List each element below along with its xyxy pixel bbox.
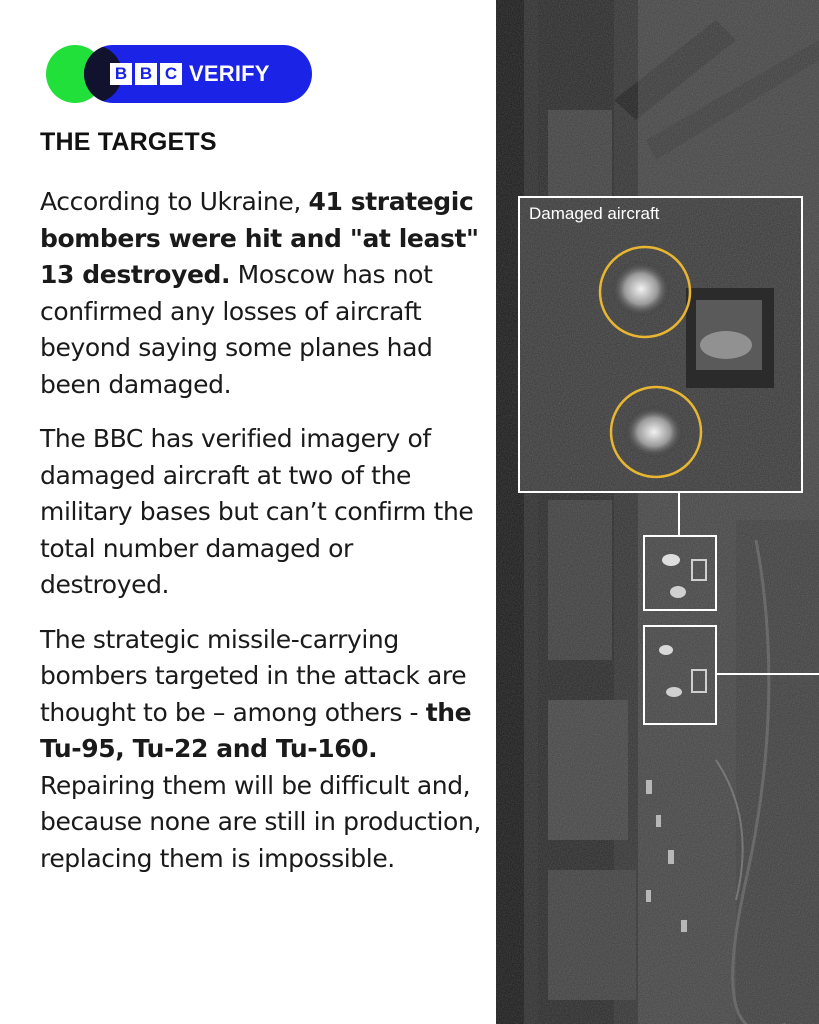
satellite-imagery xyxy=(496,0,819,1024)
bbc-block-b2: B xyxy=(135,63,157,85)
bbc-verify-logo xyxy=(46,45,312,103)
logo-pill xyxy=(84,45,312,103)
bbc-block-b1: B xyxy=(110,63,132,85)
bbc-block-c: C xyxy=(160,63,182,85)
bbc-blocks xyxy=(110,63,182,85)
paragraph-2: The BBC has verified imagery of damaged aircraft at two of the military bases but can’t confirm the total number damaged or destroyed. xyxy=(40,424,474,599)
paragraph-1: According to Ukraine, 41 strategic bombers were hit and "at least" 13 destroyed. Moscow has not confirmed any losses of aircraft beyond saying some planes had been damaged. xyxy=(40,187,479,399)
section-heading: THE TARGETS xyxy=(40,128,217,156)
callout-label: Damaged aircraft xyxy=(529,204,660,223)
satellite-image xyxy=(496,0,819,1024)
paragraph-3: The strategic missile-carrying bombers targeted in the attack are thought to be – among others - the Tu-95, Tu-22 and Tu-160. Repairing them will be difficult and, because none are still in production, replacing them is impossible. xyxy=(40,624,481,873)
article-body xyxy=(40,184,485,895)
verify-label: VERIFY xyxy=(189,61,270,86)
